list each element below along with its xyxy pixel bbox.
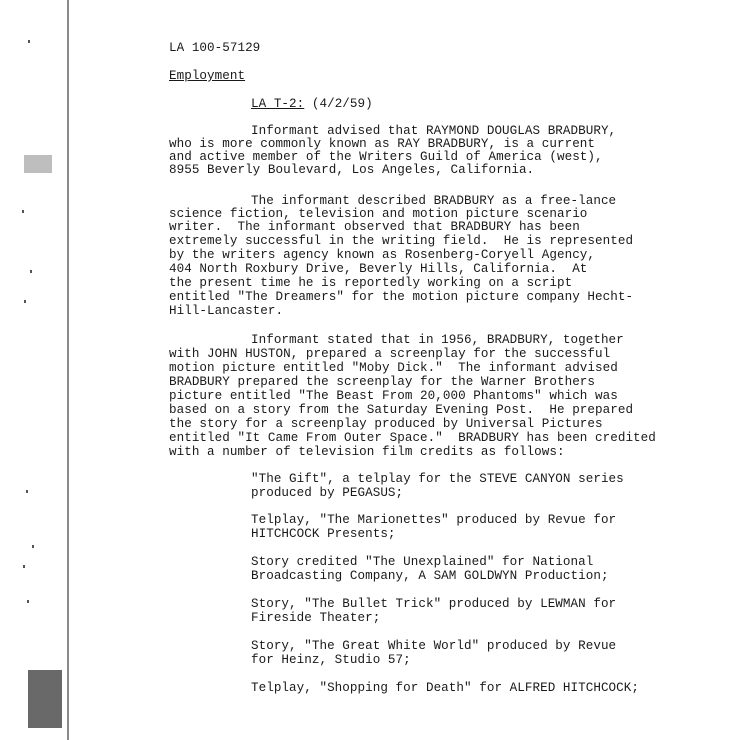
p3-line: Informant stated that in 1956, BRADBURY, together xyxy=(251,333,624,347)
credit-line: "The Gift", a telplay for the STEVE CANYON series xyxy=(251,472,624,486)
p3-line: the story for a screenplay produced by Universal Pictures xyxy=(169,417,603,431)
p1-line: Informant advised that RAYMOND DOUGLAS BRADBURY, xyxy=(251,124,617,138)
p2-line: the present time he is reportedly working on a script xyxy=(169,276,573,290)
p3-line: picture entitled "The Beast From 20,000 Phantoms" which was xyxy=(169,389,618,403)
p2-line: extremely successful in the writing field. He is represented xyxy=(169,234,634,248)
p1-line: 8955 Beverly Boulevard, Los Angeles, California. xyxy=(169,163,535,177)
credit-line: Broadcasting Company, A SAM GOLDWYN Production; xyxy=(251,569,609,583)
credit-line: Story, "The Bullet Trick" produced by LEWMAN for xyxy=(251,597,617,611)
p3-line: BRADBURY prepared the screenplay for the Warner Brothers xyxy=(169,375,596,389)
p2-line: entitled "The Dreamers" for the motion picture company Hecht- xyxy=(169,290,634,304)
informant-label: LA T-2: xyxy=(251,97,305,111)
p3-line: entitled "It Came From Outer Space." BRADBURY has been credited xyxy=(169,431,656,445)
credit-line: Story, "The Great White World" produced by Revue xyxy=(251,639,617,653)
p2-line: writer. The informant observed that BRADBURY has been xyxy=(169,220,580,234)
margin-specks xyxy=(18,0,48,740)
credit-line: HITCHCOCK Presents; xyxy=(251,527,396,541)
p3-line: based on a story from the Saturday Evening Post. He prepared xyxy=(169,403,634,417)
section-heading: Employment xyxy=(169,69,246,83)
credit-line: for Heinz, Studio 57; xyxy=(251,653,411,667)
p2-line: The informant described BRADBURY as a free-lance xyxy=(251,194,617,208)
informant-line xyxy=(251,98,373,111)
p2-line: by the writers agency known as Rosenberg-Coryell Agency, xyxy=(169,248,596,262)
credit-line: Fireside Theater; xyxy=(251,611,381,625)
p3-line: with a number of television film credits as follows: xyxy=(169,445,565,459)
p1-line: and active member of the Writers Guild of America (west), xyxy=(169,150,603,164)
p2-line: Hill-Lancaster. xyxy=(169,304,284,318)
informant-date: (4/2/59) xyxy=(311,97,373,111)
credit-line: Telplay, "The Marionettes" produced by Revue for xyxy=(251,513,617,527)
credit-line: Story credited "The Unexplained" for National xyxy=(251,555,594,569)
p2-line: 404 North Roxbury Drive, Beverly Hills, California. At xyxy=(169,262,588,276)
p1-line: who is more commonly known as RAY BRADBURY, is a current xyxy=(169,137,596,151)
p2-line: science fiction, television and motion picture scenario xyxy=(169,207,588,221)
binding-margin-line xyxy=(67,0,69,740)
credit-line: Telplay, "Shopping for Death" for ALFRED HITCHCOCK; xyxy=(251,681,639,695)
p3-line: motion picture entitled "Moby Dick." The informant advised xyxy=(169,361,618,375)
p3-line: with JOHN HUSTON, prepared a screenplay for the successful xyxy=(169,347,611,361)
credit-line: produced by PEGASUS; xyxy=(251,486,404,500)
file-number: LA 100-57129 xyxy=(169,41,261,55)
